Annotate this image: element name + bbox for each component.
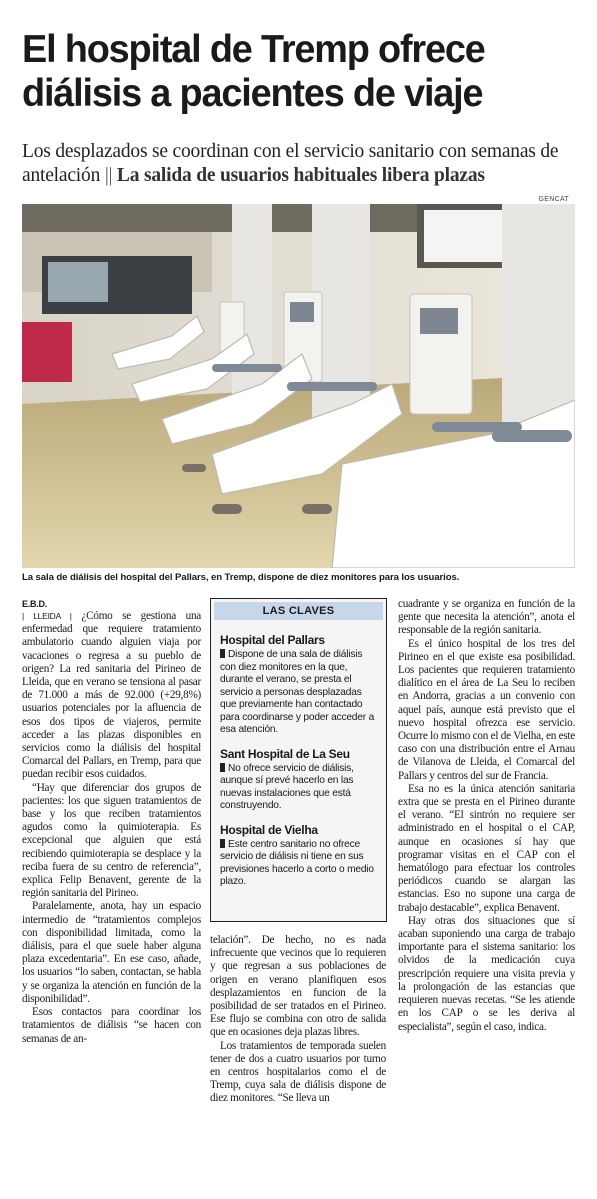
- paragraph: Esa no es la única atención sanitaria extra que se presta en el Pirineo durante el verano. “El sintrón no requiere ser administrado en el hospital o el CAP, aunque en ocasiones sí hay que programar visitas en el CAP con el hematólogo para efectuar los controles periódicos cuando se alargan las estancias. Eso no supone una carga de trabajo destacable”, explica Benavent.: [398, 782, 575, 914]
- paragraph: Esos contactos para coordinar los tratamientos de diálisis “se hacen con semanas de an-: [22, 1006, 201, 1045]
- key-point-heading: Hospital del Pallars: [220, 633, 325, 647]
- photo-caption: La sala de diálisis del hospital del Pallars, en Tremp, dispone de diez monitores para los usuarios.: [22, 572, 460, 583]
- subheadline: [22, 140, 582, 188]
- paragraph: “Hay que diferenciar dos grupos de pacientes: los que siguen tratamientos de base y los que reciben tratamientos agudos como la quimioterapia. Es excepcional que alguien que está recibiendo quimioterapia se desplace y la reciba fuera de su centro de referencia”, explica Felip Benavent, gerente de la región sanitaria del Pirineo.: [22, 781, 201, 900]
- paragraph: cuadrante y se organiza en función de la gente que necesita la atención”, anota el responsable de la región sanitaria.: [398, 598, 575, 637]
- subhead-lead: Los desplazados se coordinan con el servicio sanitario con semanas de antelación: [22, 141, 559, 186]
- paragraph: Paralelamente, anota, hay un espacio intermedio de “tratamientos complejos con disponibilidad limitada, como la diálisis, para el que suele haber alguna plaza excedentaria”. En ese caso, añade, los usuarios “lo saben, contactan, se habla y se organiza la atención en función de la disponibilidad”.: [22, 900, 201, 1005]
- key-point-text: No ofrece servicio de diálisis, aunque sí prevé hacerlo en las nuevas instalaciones que está construyendo.: [220, 762, 354, 811]
- paragraph: Los tratamientos de temporada suelen tener de dos a cuatro usuarios por turno en centros hospitalarios como el de Tremp, cuya sala de diálisis dispone de diez monitores. “Se lleva un: [210, 1039, 386, 1105]
- paragraph: Hay otras dos situaciones que sí acaban suponiendo una carga de trabajo importante para el sistema sanitario: los olvidos de la medicación cuya prescripción requiere una visita previa y la prolongación de las estancias que requieren nuevas recetas. “Se les atiende en los CAP o se les deriva al especialista”, según el caso, indica.: [398, 914, 575, 1033]
- paragraph: | LLEIDA | ¿Cómo se gestiona una enfermedad que requiere tratamiento ambulatorio cuando alguien viaja por vacaciones o regresa a su pueblo de origen? La red sanitaria del Pirineo de Lleida, que en verano se tensiona al pasar de 71.000 a más de 92.000 (+29,8%) usuarios potenciales por la afluencia de esos dos tipos de viajeros, permite acceder a las plazas disponibles en servicios como la diálisis del hospital Comarcal del Pallars, en Tremp, para que puedan recibir esos cuidados.: [22, 610, 202, 781]
- photo-credit: GENCAT: [538, 196, 569, 203]
- byline: E.B.D.: [22, 599, 48, 609]
- key-point-text: Dispone de una sala de diálisis con diez monitores en la que, durante el verano, se presta el servicio a personas desplazadas que previamente han contactado para coordinarse y poder acceder a esa atención.: [220, 649, 375, 735]
- subhead-separator: ||: [104, 165, 113, 186]
- bullet-square-icon: [220, 839, 225, 848]
- article-column-1: [22, 598, 201, 1046]
- headline: El hospital de Tremp ofrece diálisis a pacientes de viaje: [22, 28, 485, 115]
- dateline: | LLEIDA |: [22, 611, 72, 621]
- article-column-2: [210, 934, 386, 1106]
- key-points-box: [210, 598, 387, 922]
- key-point-heading: Hospital de Vielha: [220, 822, 318, 837]
- article-column-3: [398, 598, 575, 1034]
- key-point-text: Este centro sanitario no ofrece servicio de diálisis ni tiene en sus previsiones hacerlo a corto o medio plazo.: [220, 838, 374, 887]
- bullet-square-icon: [220, 763, 225, 772]
- bullet-square-icon: [220, 649, 225, 658]
- key-points-title: LAS CLAVES: [214, 602, 383, 620]
- key-point-heading: Sant Hospital de La Seu: [220, 746, 350, 761]
- paragraph: Es el único hospital de los tres del Pirineo en el que existe esa posibilidad. Los pacientes que requieren tratamiento dialítico en el área de La Seu lo reciben en Andorra, gracias a un convenio con aquel país, aunque está previsto que el nuevo hospital ofrezca ese servicio. Ocurre lo mismo con el de Vielha, en este caso con una distribución entre el Arnau de Vilanova de Lleida, el Comarcal del Pallars y centros del sur de Francia.: [398, 637, 575, 782]
- paragraph: telación”. De hecho, no es nada infrecuente que vecinos que lo requieren y que regresan a sus poblaciones de origen en verano planifiquen esos desplazamientos en funcion de la posibilidad de ser tratados en el Pirineo. Ese flujo se combina con otro de salida que en ocasiones deja plazas libres.: [210, 934, 386, 1039]
- subhead-kicker: La salida de usuarios habituales libera plazas: [116, 165, 485, 186]
- dialysis-room-photo: [22, 204, 575, 568]
